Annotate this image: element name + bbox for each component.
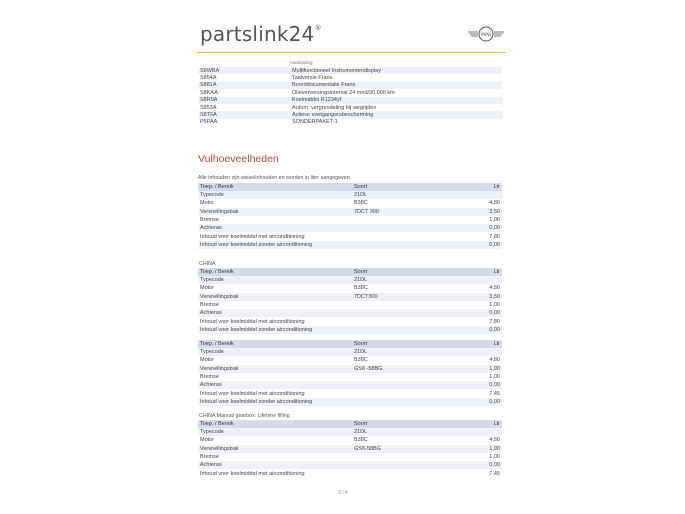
fill-cell-kind (352, 232, 458, 240)
fill-block (198, 260, 502, 334)
fill-row (198, 241, 502, 249)
fill-cell-kind (352, 389, 458, 397)
fill-cell-val: 7,45 (489, 470, 500, 477)
fill-header-item: Toep. / Bereik (198, 268, 352, 276)
fill-row (198, 398, 502, 406)
fill-cell-name: Typecode (198, 348, 352, 356)
fill-cell-name: Achteras (198, 224, 352, 232)
fill-cell-name: Versnellingsbak (198, 445, 352, 453)
fill-cell-val: 1,00 (489, 374, 500, 381)
fill-row (198, 365, 502, 373)
option-row (198, 89, 502, 96)
fill-cell-val: 0,00 (458, 309, 502, 317)
fill-cell-name: Typecode (198, 276, 352, 284)
fill-cell-kind (352, 241, 458, 249)
fill-cell-kind: 7DCT 300 (352, 208, 458, 216)
fill-cell-kind (352, 469, 458, 477)
fill-cell-val: 1,00 (489, 302, 500, 309)
fill-row (198, 284, 502, 292)
option-code: S8TFA (198, 111, 290, 118)
fill-header-kind: Soort (352, 268, 458, 276)
fill-header-kind: Soort (352, 420, 458, 428)
fill-cell-name: Inhoud voor koelmiddel zonder airconditioning (198, 398, 352, 406)
option-code: S6WBA (198, 67, 290, 74)
option-code: S8R9A (198, 97, 290, 104)
fill-cell-val (458, 276, 502, 284)
fill-cell-name: Inhoud voor koelmiddel met airconditioning (200, 390, 305, 397)
fill-cell-kind (352, 224, 458, 232)
fill-cell-val: 1,00 (489, 454, 500, 461)
fill-row (198, 436, 502, 444)
option-row (198, 104, 502, 111)
fill-row (198, 356, 502, 364)
options-column-header: Aanduiding (290, 60, 313, 65)
fill-cell-kind: B38C (354, 285, 368, 292)
fill-row (198, 445, 502, 453)
fill-cell-name: Versnellingsbak (198, 365, 352, 373)
fill-row (198, 191, 502, 199)
fill-block (198, 340, 502, 406)
fill-header-item: Toep. / Bereik (198, 340, 352, 348)
fill-row (198, 232, 502, 240)
fill-cell-val: 3,50 (458, 293, 502, 301)
mini-logo-icon (468, 26, 504, 42)
option-description: SONDERPAKET-1 (292, 119, 338, 126)
fill-cell-name: Inhoud voor koelmiddel met airconditioning (200, 318, 305, 325)
fill-cell-kind (352, 301, 458, 309)
fill-cell-kind (352, 398, 458, 406)
fill-row (198, 208, 502, 216)
fill-header-kind: Soort (352, 340, 458, 348)
fill-cell-kind: B38C (354, 200, 368, 207)
fill-cell-kind: GS6 -58BG (352, 365, 458, 373)
fill-cell-val: 0,00 (458, 241, 502, 249)
fill-row (198, 389, 502, 397)
fill-cell-kind: 21DL (352, 428, 458, 436)
fill-header-unit: Ltr (458, 268, 502, 276)
fill-row (198, 469, 502, 477)
fill-cell-kind: B38C (354, 437, 368, 444)
fill-cell-kind (352, 381, 458, 389)
fill-cell-val: 4,50 (489, 285, 500, 292)
fill-cell-kind (352, 216, 458, 224)
fill-cell-val (458, 348, 502, 356)
fill-cell-name: Inhoud voor koelmiddel met airconditioning (200, 470, 305, 477)
section-title: Vulhoeveelheden (198, 153, 279, 165)
fill-cell-val: 3,50 (458, 208, 502, 216)
fill-block-caption: CHINA (199, 261, 216, 267)
fill-row (198, 348, 502, 356)
fill-header-item: Toep. / Bereik (198, 420, 352, 428)
fill-table (198, 340, 502, 406)
fill-cell-name: Inhoud voor koelmiddel met airconditioning (200, 233, 305, 240)
fill-cell-val: 1,90 (458, 365, 502, 373)
fill-cell-val (458, 428, 502, 436)
intro-text: Alle inhouden zijn wisselinhouden en worden in liter aangegeven. (198, 175, 352, 181)
fill-cell-kind (352, 453, 458, 461)
fill-cell-val: 7,80 (489, 318, 500, 325)
fill-cell-val: 7,45 (489, 390, 500, 397)
option-code: S853A (200, 104, 217, 111)
fill-table (198, 183, 502, 249)
option-code: P5PAA (200, 119, 218, 126)
fill-cell-name: Achteras (198, 309, 352, 317)
fill-cell-name: Bremse (200, 217, 219, 224)
option-description: Olieverversingsinterval 24 mnd/30.000 km (292, 89, 395, 96)
fill-cell-name: Motor (200, 200, 215, 207)
fill-cell-val: 4,50 (489, 437, 500, 444)
fill-row (198, 224, 502, 232)
fill-block (198, 412, 502, 478)
fill-cell-val: 0,00 (458, 461, 502, 469)
fill-block-caption: CHINA Manual gearbox: Lifetime filling (199, 413, 290, 419)
header-divider (197, 52, 506, 53)
fill-cell-name: Typecode (198, 191, 352, 199)
option-description: Boorddocumentatie Frans (290, 82, 502, 89)
fill-row (198, 317, 502, 325)
fill-cell-kind (352, 373, 458, 381)
fill-table (198, 268, 502, 334)
fill-cell-name: Inhoud voor koelmiddel zonder airconditioning (198, 241, 352, 249)
fill-cell-kind: 21DL (352, 191, 458, 199)
fill-cell-name: Versnellingsbak (198, 208, 352, 216)
fill-row (198, 301, 502, 309)
fill-cell-val: 4,80 (489, 357, 500, 364)
fill-cell-name: Inhoud voor koelmiddel zonder airconditioning (198, 326, 352, 334)
fill-row (198, 381, 502, 389)
page-number: 3 / 4 (338, 490, 348, 496)
fill-cell-name: Bremse (200, 454, 219, 461)
option-description: Koelmiddel R1234yf (290, 97, 502, 104)
fill-block (198, 183, 502, 249)
fill-cell-kind (352, 326, 458, 334)
fill-cell-kind: GS6-58BG (352, 445, 458, 453)
option-row (198, 97, 502, 104)
fill-header-unit: Ltr (458, 183, 502, 191)
fill-row (198, 428, 502, 436)
fill-cell-kind (352, 309, 458, 317)
fill-row (198, 293, 502, 301)
partslink24-logo: partslink24® (200, 22, 322, 46)
fill-cell-name: Achteras (198, 461, 352, 469)
fill-cell-kind: 7DCT300 (352, 293, 458, 301)
document-page (190, 0, 510, 514)
fill-cell-val: 4,80 (489, 200, 500, 207)
fill-row (198, 276, 502, 284)
fill-row (198, 453, 502, 461)
fill-cell-name: Bremse (200, 374, 219, 381)
fill-table (198, 420, 502, 478)
fill-cell-name: Bremse (200, 302, 219, 309)
fill-cell-name: Motor (200, 285, 215, 292)
fill-cell-kind: B38C (354, 357, 368, 364)
option-row (198, 111, 502, 118)
option-code: S854A (200, 75, 217, 82)
option-code: S8KAA (200, 89, 218, 96)
fill-cell-val: 0,00 (458, 224, 502, 232)
fill-cell-kind (352, 317, 458, 325)
fill-row (198, 309, 502, 317)
fill-cell-val (458, 191, 502, 199)
option-description: Taalversie Frans (292, 75, 333, 82)
option-code: S881A (198, 82, 290, 89)
fill-cell-name: Motor (200, 437, 215, 444)
fill-header-item: Toep. / Bereik (198, 183, 352, 191)
fill-row (198, 373, 502, 381)
fill-header-unit: Ltr (458, 420, 502, 428)
option-row (198, 119, 502, 126)
fill-cell-val: 0,00 (458, 326, 502, 334)
fill-cell-name: Versnellingsbak (198, 293, 352, 301)
fill-cell-name: Achteras (198, 381, 352, 389)
option-row (198, 67, 502, 74)
option-description: Multifunctioneel Instrumentendisplay (290, 67, 502, 74)
fill-cell-val: 1,90 (458, 445, 502, 453)
fill-header-kind: Soort (352, 183, 458, 191)
fill-row (198, 461, 502, 469)
fill-cell-kind: 21DL (352, 348, 458, 356)
option-row (198, 82, 502, 89)
fill-row (198, 326, 502, 334)
fill-cell-val: 1,00 (489, 217, 500, 224)
fill-cell-val: 7,80 (489, 233, 500, 240)
fill-cell-val: 0,00 (458, 381, 502, 389)
fill-row (198, 216, 502, 224)
fill-header-unit: Ltr (458, 340, 502, 348)
option-description: Actieve voetgangersbescherming (290, 111, 502, 118)
fill-cell-val: 0,00 (458, 398, 502, 406)
fill-cell-name: Motor (200, 357, 215, 364)
fill-cell-name: Typecode (198, 428, 352, 436)
fill-cell-kind (352, 461, 458, 469)
fill-cell-kind: 21DL (352, 276, 458, 284)
fill-row (198, 199, 502, 207)
svg-text:MINI: MINI (481, 32, 491, 38)
options-table (198, 67, 502, 126)
option-row (198, 74, 502, 81)
option-description: Autom. vergrendeling bij wegrijden (292, 104, 377, 111)
